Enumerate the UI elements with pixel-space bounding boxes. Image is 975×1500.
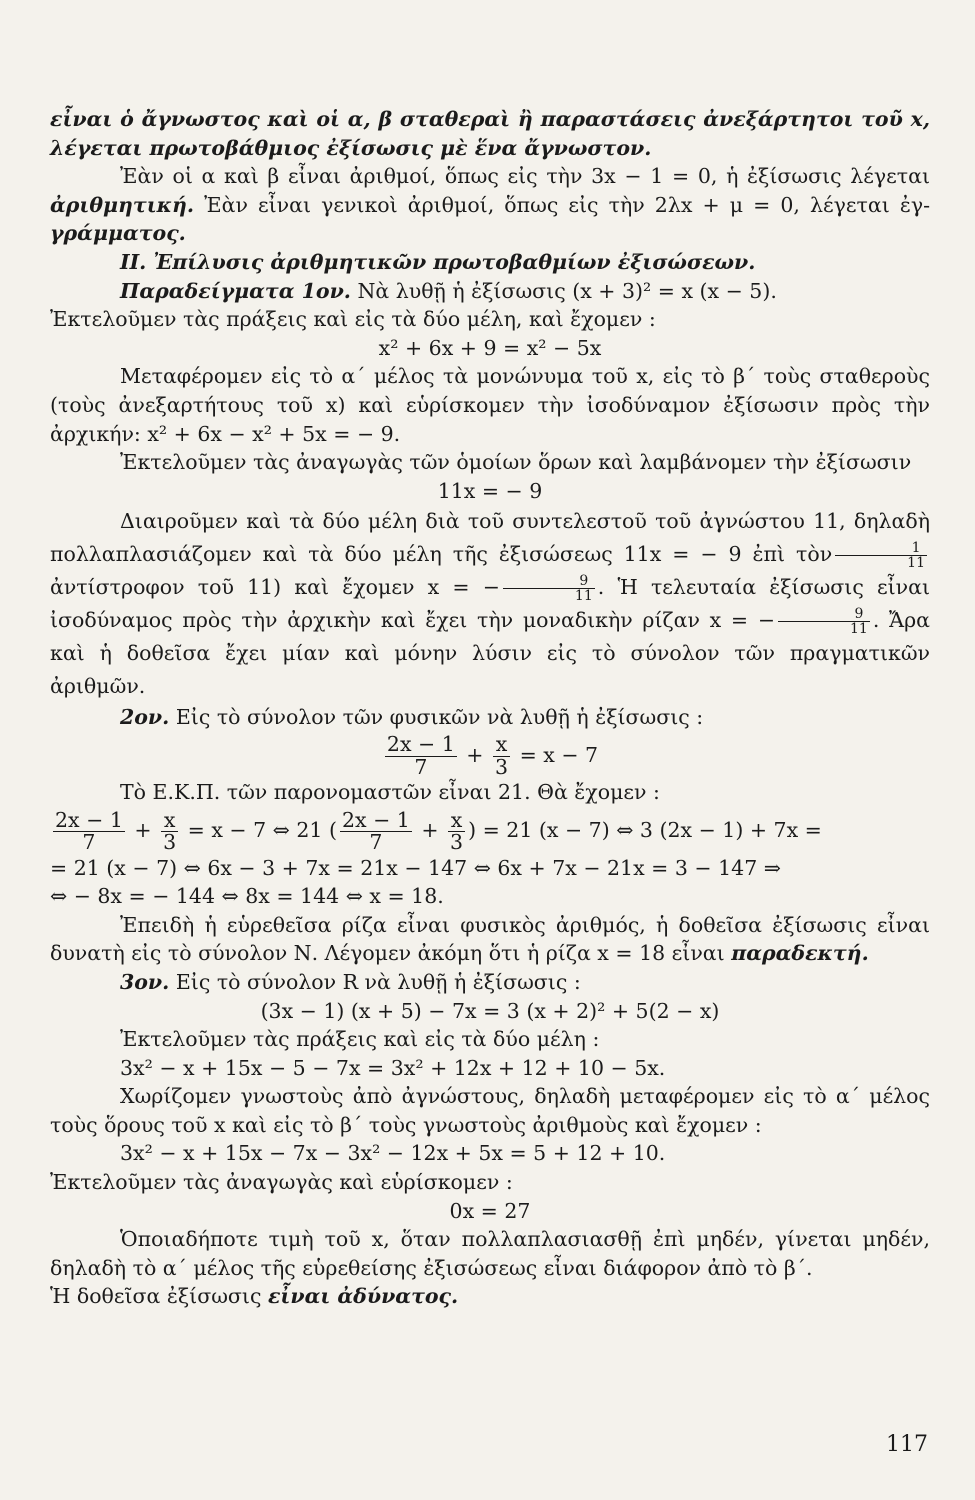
fraction-x-over-3: [493, 734, 510, 778]
example3-step5: [50, 1282, 930, 1311]
fraction-nine-eleven-root: [778, 607, 870, 637]
intro-text-b: Ἐὰν εἶναι γενικοὶ ἀριθμοί, ὅπως εἰς τὴν 2λx + μ = 0, λέγεται ἐγ-: [194, 192, 930, 217]
fraction-numerator: 1: [835, 541, 927, 557]
example1-step1: Ἐκτελοῦμεν τὰς πράξεις καὶ εἰς τὰ δύο μέλη, καὶ ἔχομεν :: [50, 307, 656, 332]
example3-task: Εἰς τὸ σύνολον R νὰ λυθῇ ἡ ἐξίσωσις :: [169, 969, 581, 994]
example3-step1: Ἐκτελοῦμεν τὰς πράξεις καὶ εἰς τὰ δύο μέλη :: [120, 1027, 600, 1052]
example2-equation: [50, 732, 930, 779]
intro-paragraph: [50, 162, 930, 248]
fraction-2x-1-over-7: [385, 734, 457, 778]
example1-task: Νὰ λυθῇ ἡ ἐξίσωσις (x + 3)² = x (x − 5).: [350, 278, 777, 303]
example3-step5-text: Ἡ δοθεῖσα ἐξίσωσις: [50, 1284, 268, 1309]
fraction-nine-eleven: [503, 574, 595, 604]
fraction-one-eleven: [835, 541, 927, 571]
fraction-denominator: 11: [574, 588, 593, 605]
plus-sign: +: [459, 742, 490, 767]
page-body: [50, 105, 930, 1311]
fraction-numerator: x: [493, 734, 510, 757]
equation-rhs: = x − 7: [513, 742, 599, 767]
term-impossible: εἶναι ἀδύνατος.: [267, 1284, 459, 1309]
fraction-denominator: 3: [450, 830, 464, 855]
example2-chain2: = 21 (x − 7) ⇔ 6x − 3 + 7x = 21x − 147 ⇔ 6x + 7x − 21x = 3 − 147 ⇒: [50, 855, 781, 880]
example1-equation2: 11x = − 9: [437, 478, 543, 503]
section-title: ΙΙ. Ἐπίλυσις ἀριθμητικῶν πρωτοβαθμίων ἐξισώσεων.: [120, 249, 756, 274]
example2-task: Εἰς τὸ σύνολον τῶν φυσικῶν νὰ λυθῇ ἡ ἐξίσωσις :: [169, 705, 704, 730]
example3-step4: Ὁποιαδήποτε τιμὴ τοῦ x, ὅταν πολλαπλασιασθῇ ἐπὶ μηδέν, γίνεται μηδέν, δηλαδὴ τὸ α΄ μέλος τῆς εὑρεθείσης ἐξισώσεως εἶναι διάφορον ἀπὸ τὸ β΄.: [50, 1227, 930, 1280]
fraction-numerator: x: [448, 810, 465, 833]
example3-heading: [50, 968, 930, 997]
example1-equation1: x² + 6x + 9 = x² − 5x: [378, 335, 602, 360]
example2-step2-text: Ἐπειδὴ ἡ εὑρεθεῖσα ρίζα εἶναι φυσικὸς ἀριθμός, ἡ δοθεῖσα ἐξίσωσις εἶναι δυνατὴ εἰς τὸ σύνολον Ν. Λέγομεν ἀκόμη ὅτι ἡ ρίζα x = 18 εἶναι: [50, 912, 930, 966]
term-literal: γράμματος.: [50, 221, 186, 246]
fraction-numerator: x: [161, 810, 178, 833]
example2-step1: Τὸ Ε.Κ.Π. τῶν παρονομαστῶν εἶναι 21. Θὰ ἔχομεν :: [120, 780, 660, 805]
example3-label: 3ον.: [120, 969, 170, 994]
fraction-denominator: 3: [495, 754, 509, 779]
fraction-numerator: 2x − 1: [341, 807, 410, 832]
fraction-denominator: 7: [82, 830, 96, 855]
fraction-numerator: 2x − 1: [386, 732, 455, 757]
fraction-denominator: 3: [163, 830, 177, 855]
example3-equation2: 3x² − x + 15x − 5 − 7x = 3x² + 12x + 12 + 10 − 5x.: [120, 1055, 666, 1080]
example1-step4-b: ἀντίστροφον τοῦ 11) καὶ ἔχομεν x = −: [50, 575, 500, 600]
intro-line: εἶναι ὁ ἄγνωστος καὶ οἱ α, β σταθεραὶ ἢ παραστάσεις ἀνεξάρτητοι τοῦ x, λέγεται πρωτοβάθμιος ἐξίσωσις μὲ ἕνα ἄγνωστον.: [50, 107, 930, 160]
fraction-2x-1-over-7: [340, 807, 412, 855]
example3-equation4: 0x = 27: [449, 1198, 531, 1223]
example1-step4-a: Διαιροῦμεν καὶ τὰ δύο μέλη διὰ τοῦ συντελεστοῦ τοῦ ἀγνώστου 11, δηλαδὴ πολλαπλασιάζομεν καὶ τὰ δύο μέλη τῆς ἐξισώσεως 11x = − 9 ἐπὶ τὸν: [50, 509, 930, 567]
page-number: 117: [886, 1432, 928, 1457]
example3-step3: Ἐκτελοῦμεν τὰς ἀναγωγὰς καὶ εὑρίσκομεν :: [50, 1170, 513, 1195]
term-admissible: παραδεκτή.: [731, 941, 869, 966]
chain-part-a: = x − 7 ⇔ 21 (: [181, 818, 337, 843]
example2-heading: [50, 703, 930, 732]
fraction-denominator: 11: [907, 555, 925, 572]
example1-heading: [50, 277, 930, 306]
term-arithmetic: ἀριθμητική.: [50, 192, 195, 217]
fraction-denominator: 11: [850, 621, 868, 638]
example3-equation3: 3x² − x + 15x − 7x − 3x² − 12x + 5x = 5 + 12 + 10.: [120, 1141, 666, 1166]
example1-step4: [50, 505, 930, 703]
example1-step4-c: . Ἡ τελευταία ἐξίσωσις εἶναι ἰσοδύναμος πρὸς τὴν ἀρχικὴν καὶ ἔχει τὴν μοναδικὴν ρίζαν x = −: [50, 575, 930, 633]
example3-equation1: (3x − 1) (x + 5) − 7x = 3 (x + 2)² + 5(2 − x): [260, 998, 720, 1023]
fraction-denominator: 7: [369, 830, 383, 855]
fraction-denominator: 7: [414, 754, 428, 779]
example3-step2: Χωρίζομεν γνωστοὺς ἀπὸ ἀγνώστους, δηλαδὴ μεταφέρομεν εἰς τὸ α΄ μέλος τοὺς ὅρους τοῦ x καὶ εἰς τὸ β΄ τοὺς γνωστοὺς ἀριθμοὺς καὶ ἔχομεν :: [50, 1084, 930, 1137]
example2-step2: [50, 911, 930, 968]
example2-label: 2ον.: [120, 705, 170, 730]
fraction-numerator: 9: [503, 574, 595, 590]
fraction-numerator: 9: [778, 607, 870, 623]
example2-chain3: ⇔ − 8x = − 144 ⇔ 8x = 144 ⇔ x = 18.: [50, 884, 444, 909]
fraction-x-over-3: [448, 807, 465, 855]
plus-sign: +: [127, 818, 159, 843]
chain-part-b: ) = 21 (x − 7) ⇔ 3 (2x − 1) + 7x =: [468, 818, 822, 843]
fraction-2x-1-over-7: [53, 807, 125, 855]
example1-step3: Ἐκτελοῦμεν τὰς ἀναγωγὰς τῶν ὁμοίων ὅρων καὶ λαμβάνομεν τὴν ἐξίσωσιν: [120, 450, 912, 475]
plus-sign: +: [414, 818, 446, 843]
example1-step2: Μεταφέρομεν εἰς τὸ α΄ μέλος τὰ μονώνυμα τοῦ x, εἰς τὸ β΄ τοὺς σταθεροὺς (τοὺς ἀνεξαρτήτους τοῦ x) καὶ εὑρίσκομεν τὴν ἰσοδύναμον ἐξίσωσιν πρὸς τὴν ἀρχικήν: x² + 6x − x² + 5x = − 9.: [50, 364, 930, 446]
intro-text-a: Ἐὰν οἱ α καὶ β εἶναι ἀριθμοί, ὅπως εἰς τὴν 3x − 1 = 0, ἡ ἐξίσωσις λέγεται: [120, 164, 930, 189]
fraction-numerator: 2x − 1: [55, 807, 123, 832]
example2-chain1: [50, 807, 930, 854]
example1-label: Παραδείγματα 1ον.: [120, 278, 351, 303]
fraction-x-over-3: [161, 807, 178, 855]
example1-step4-d: . Ἄρα καὶ ἡ δοθεῖσα ἔχει μίαν καὶ μόνην λύσιν εἰς τὸ σύνολον τῶν πραγματικῶν ἀριθμῶν.: [50, 608, 930, 699]
